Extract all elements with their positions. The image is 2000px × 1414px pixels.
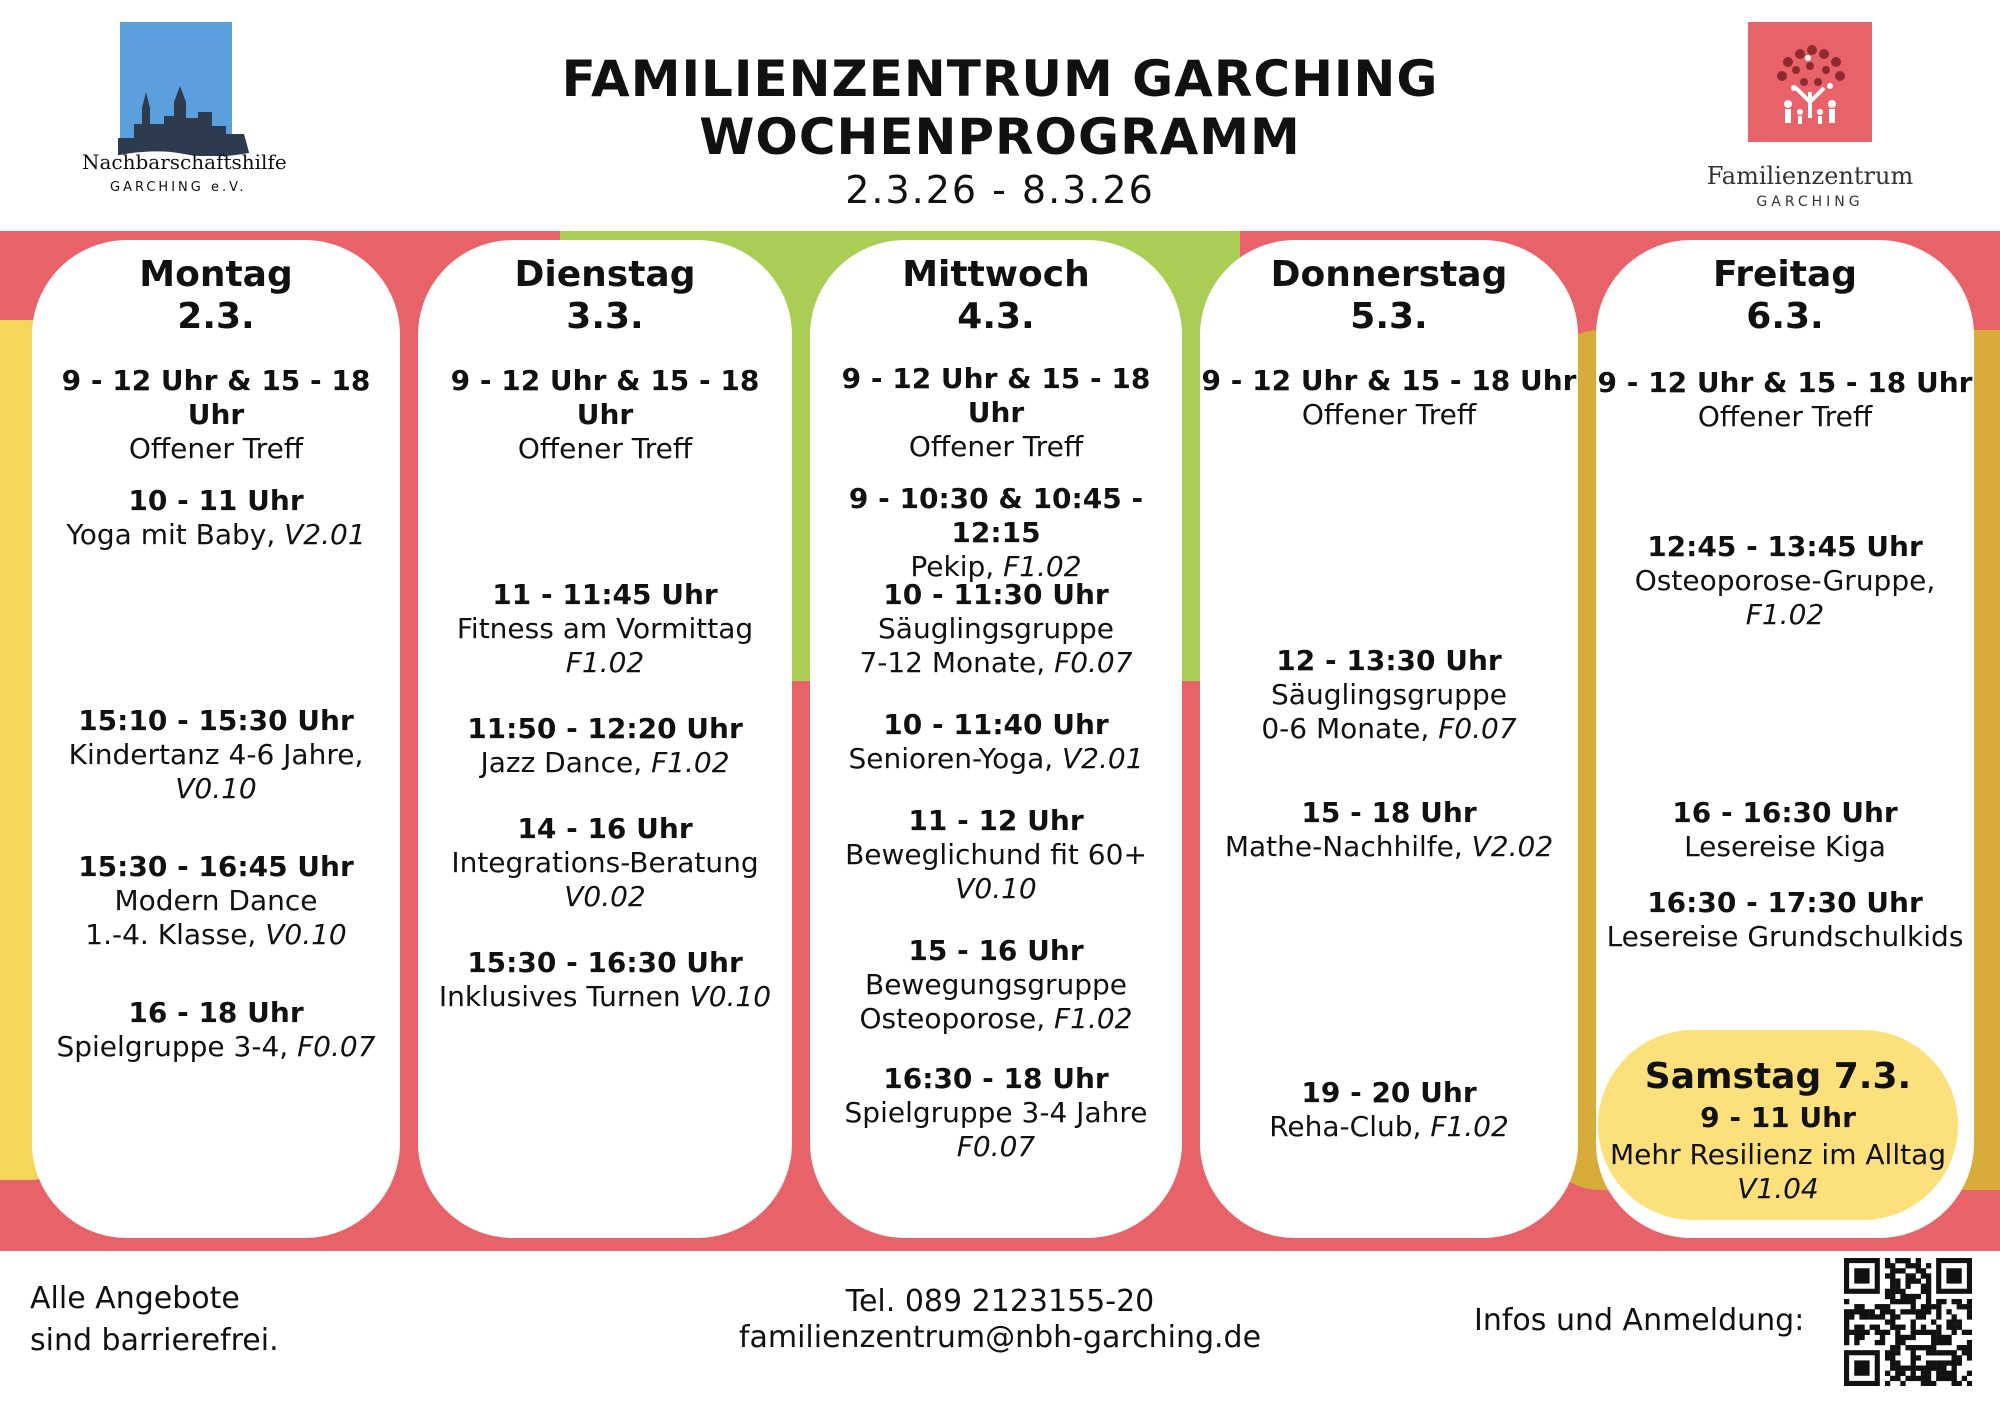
event-detail: 7-12 Monate, bbox=[859, 646, 1055, 679]
event-item bbox=[418, 578, 792, 680]
event-time: 10 - 11:30 Uhr bbox=[883, 578, 1109, 611]
day-card-dienstag bbox=[418, 240, 792, 1238]
day-date: 3.3. bbox=[566, 296, 644, 337]
event-time: 11 - 11:45 Uhr bbox=[492, 578, 718, 611]
phone-number: Tel. 089 2123155-20 bbox=[845, 1284, 1155, 1319]
day-card-montag bbox=[32, 240, 400, 1238]
event-time: 9 - 10:30 & 10:45 - 12:15 bbox=[848, 482, 1144, 549]
event-item bbox=[810, 1062, 1182, 1164]
event-room: V0.10 bbox=[955, 872, 1037, 905]
event-title: Pekip, bbox=[910, 550, 1004, 583]
info-label: Infos und Anmeldung: bbox=[1474, 1303, 1805, 1338]
event-title: Mathe-Nachhilfe, bbox=[1224, 830, 1472, 863]
logo-right-text: Familienzentrum bbox=[1706, 162, 1914, 190]
event-item bbox=[1596, 886, 1974, 954]
event-detail: 1.-4. Klasse, bbox=[85, 918, 266, 951]
event-title bbox=[32, 518, 400, 552]
event-item bbox=[810, 708, 1182, 776]
event-title: Offener Treff bbox=[908, 430, 1084, 463]
day-name: Mittwoch bbox=[902, 254, 1090, 295]
event-detail: Osteoporose, bbox=[859, 1002, 1055, 1035]
day-name: Dienstag bbox=[514, 254, 696, 295]
event-room: V0.10 bbox=[265, 918, 347, 951]
event-room: F0.07 bbox=[1438, 712, 1517, 745]
event-title: Spielgruppe 3-4 Jahre bbox=[844, 1096, 1148, 1129]
date-range: 2.3.26 - 8.3.26 bbox=[845, 168, 1155, 212]
event-time: 9 - 12 Uhr & 15 - 18 Uhr bbox=[841, 362, 1151, 429]
qr-code-icon[interactable] bbox=[1844, 1258, 1972, 1386]
event-item bbox=[810, 578, 1182, 680]
event-title: Offener Treff bbox=[517, 432, 693, 465]
day-card-mittwoch bbox=[810, 240, 1182, 1238]
event-item bbox=[1596, 530, 1974, 632]
event-item bbox=[810, 934, 1182, 1036]
event-item bbox=[1596, 796, 1974, 864]
event-time: 14 - 16 Uhr bbox=[517, 812, 693, 845]
event-time: 9 - 12 Uhr & 15 - 18 Uhr bbox=[61, 364, 371, 431]
day-card-donnerstag bbox=[1200, 240, 1578, 1238]
event-room: V0.02 bbox=[564, 880, 646, 913]
event-title: Beweglichund fit 60+ bbox=[845, 838, 1147, 871]
event-item bbox=[418, 364, 792, 466]
accessibility-line-1: Alle Angebote bbox=[30, 1281, 240, 1316]
saturday-room: V1.04 bbox=[1737, 1172, 1819, 1205]
saturday-title: Mehr Resilienz im Alltag bbox=[1609, 1138, 1947, 1171]
logo-tree-block bbox=[1748, 22, 1872, 142]
event-title: Lesereise Grundschulkids bbox=[1606, 920, 1964, 953]
event-time: 11 - 12 Uhr bbox=[908, 804, 1084, 837]
saturday-time: 9 - 11 Uhr bbox=[1700, 1101, 1856, 1134]
event-time: 9 - 12 Uhr & 15 - 18 Uhr bbox=[450, 364, 760, 431]
day-name: Freitag bbox=[1712, 254, 1858, 295]
event-room: V2.01 bbox=[1062, 742, 1144, 775]
title-line-2: WOCHENPROGRAMM bbox=[699, 108, 1301, 166]
event-item bbox=[32, 850, 400, 952]
event-title: Osteoporose-Gruppe, bbox=[1634, 564, 1936, 597]
event-title: Kindertanz 4-6 Jahre, bbox=[68, 738, 364, 771]
contact-info bbox=[700, 1284, 1300, 1356]
event-time: 15:10 - 15:30 Uhr bbox=[78, 704, 354, 737]
event-time: 15 - 16 Uhr bbox=[908, 934, 1084, 967]
church-silhouette-icon bbox=[114, 78, 254, 158]
saturday-box bbox=[1598, 1030, 1958, 1220]
title-line-1: FAMILIENZENTRUM GARCHING bbox=[561, 50, 1439, 108]
event-title: Spielgruppe 3-4, bbox=[56, 1030, 298, 1063]
event-time: 16:30 - 18 Uhr bbox=[883, 1062, 1109, 1095]
day-date: 5.3. bbox=[1350, 296, 1428, 337]
event-title: Offener Treff bbox=[1697, 400, 1873, 433]
event-time: 10 - 11 Uhr bbox=[128, 484, 304, 517]
event-room: F1.02 bbox=[1430, 1110, 1509, 1143]
event-title: Integrations-Beratung bbox=[451, 846, 759, 879]
event-title: Jazz Dance, bbox=[480, 746, 652, 779]
event-title: Fitness am Vormittag bbox=[456, 612, 754, 645]
event-time: 15:30 - 16:45 Uhr bbox=[78, 850, 354, 883]
logo-left-subtext: GARCHING e.V. bbox=[110, 180, 247, 195]
event-item bbox=[1200, 796, 1578, 864]
event-item bbox=[32, 364, 400, 466]
familienzentrum-logo bbox=[1700, 22, 1930, 212]
event-item bbox=[810, 482, 1182, 584]
event-time: 19 - 20 Uhr bbox=[1301, 1076, 1477, 1109]
email-link[interactable]: familienzentrum@nbh-garching.de bbox=[738, 1320, 1262, 1355]
event-room: F1.02 bbox=[651, 746, 730, 779]
event-item bbox=[418, 946, 792, 1014]
event-room: F0.07 bbox=[956, 1130, 1036, 1163]
logo-right-subtext: GARCHING bbox=[1756, 194, 1864, 210]
event-time: 9 - 12 Uhr & 15 - 18 Uhr bbox=[1201, 364, 1577, 397]
event-time: 12 - 13:30 Uhr bbox=[1276, 644, 1502, 677]
accessibility-note bbox=[30, 1278, 279, 1362]
day-date: 4.3. bbox=[957, 296, 1035, 337]
event-item bbox=[1200, 1076, 1578, 1144]
event-title: Offener Treff bbox=[1301, 398, 1477, 431]
day-date: 2.3. bbox=[177, 296, 255, 337]
event-time: 15:30 - 16:30 Uhr bbox=[467, 946, 743, 979]
day-name: Donnerstag bbox=[1270, 254, 1508, 295]
event-title: Inklusives Turnen bbox=[438, 980, 690, 1013]
event-room: F0.07 bbox=[1054, 646, 1133, 679]
event-room: V2.02 bbox=[1471, 830, 1554, 863]
event-title: Modern Dance bbox=[114, 884, 318, 917]
day-name: Montag bbox=[139, 254, 293, 295]
event-item bbox=[32, 996, 400, 1064]
logo-left-text: Nachbarschaftshilfe bbox=[82, 150, 287, 174]
event-item bbox=[1596, 366, 1974, 434]
event-title-text: Yoga mit Baby, bbox=[66, 518, 285, 551]
event-item bbox=[810, 804, 1182, 906]
event-room: F1.02 bbox=[1745, 598, 1825, 631]
event-title: Reha-Club, bbox=[1269, 1110, 1431, 1143]
event-title: Lesereise Kiga bbox=[1684, 830, 1886, 863]
event-room: F1.02 bbox=[1054, 1002, 1133, 1035]
accessibility-line-2: sind barrierefrei. bbox=[30, 1323, 279, 1358]
event-time: 9 - 12 Uhr & 15 - 18 Uhr bbox=[1597, 366, 1973, 399]
event-title: Offener Treff bbox=[128, 432, 304, 465]
event-item bbox=[810, 362, 1182, 464]
event-room: V0.10 bbox=[175, 772, 257, 805]
event-item bbox=[32, 704, 400, 806]
event-item bbox=[1200, 364, 1578, 432]
event-title: Säuglingsgruppe bbox=[878, 612, 1114, 645]
event-time: 12:45 - 13:45 Uhr bbox=[1647, 530, 1923, 563]
event-title: Bewegungsgruppe bbox=[865, 968, 1127, 1001]
event-room: F0.07 bbox=[297, 1030, 376, 1063]
event-room: V0.10 bbox=[689, 980, 772, 1013]
tree-family-icon bbox=[1748, 22, 1872, 142]
event-room: V2.01 bbox=[284, 518, 366, 551]
event-time: 15 - 18 Uhr bbox=[1301, 796, 1477, 829]
saturday-heading: Samstag 7.3. bbox=[1644, 1056, 1912, 1097]
event-room: F1.02 bbox=[1003, 550, 1082, 583]
event-item bbox=[418, 812, 792, 914]
event-room: F1.02 bbox=[565, 646, 645, 679]
day-date: 6.3. bbox=[1746, 296, 1824, 337]
event-time: 16 - 18 Uhr bbox=[128, 996, 304, 1029]
event-time: 11:50 - 12:20 Uhr bbox=[467, 712, 743, 745]
event-item bbox=[32, 484, 400, 552]
event-title: Säuglingsgruppe bbox=[1271, 678, 1507, 711]
event-item bbox=[1200, 644, 1578, 746]
event-detail: 0-6 Monate, bbox=[1261, 712, 1439, 745]
nachbarschaftshilfe-logo bbox=[70, 22, 290, 202]
event-time: 16 - 16:30 Uhr bbox=[1672, 796, 1898, 829]
event-item bbox=[418, 712, 792, 780]
event-title: Senioren-Yoga, bbox=[848, 742, 1063, 775]
event-time: 16:30 - 17:30 Uhr bbox=[1647, 886, 1923, 919]
event-time: 10 - 11:40 Uhr bbox=[883, 708, 1109, 741]
